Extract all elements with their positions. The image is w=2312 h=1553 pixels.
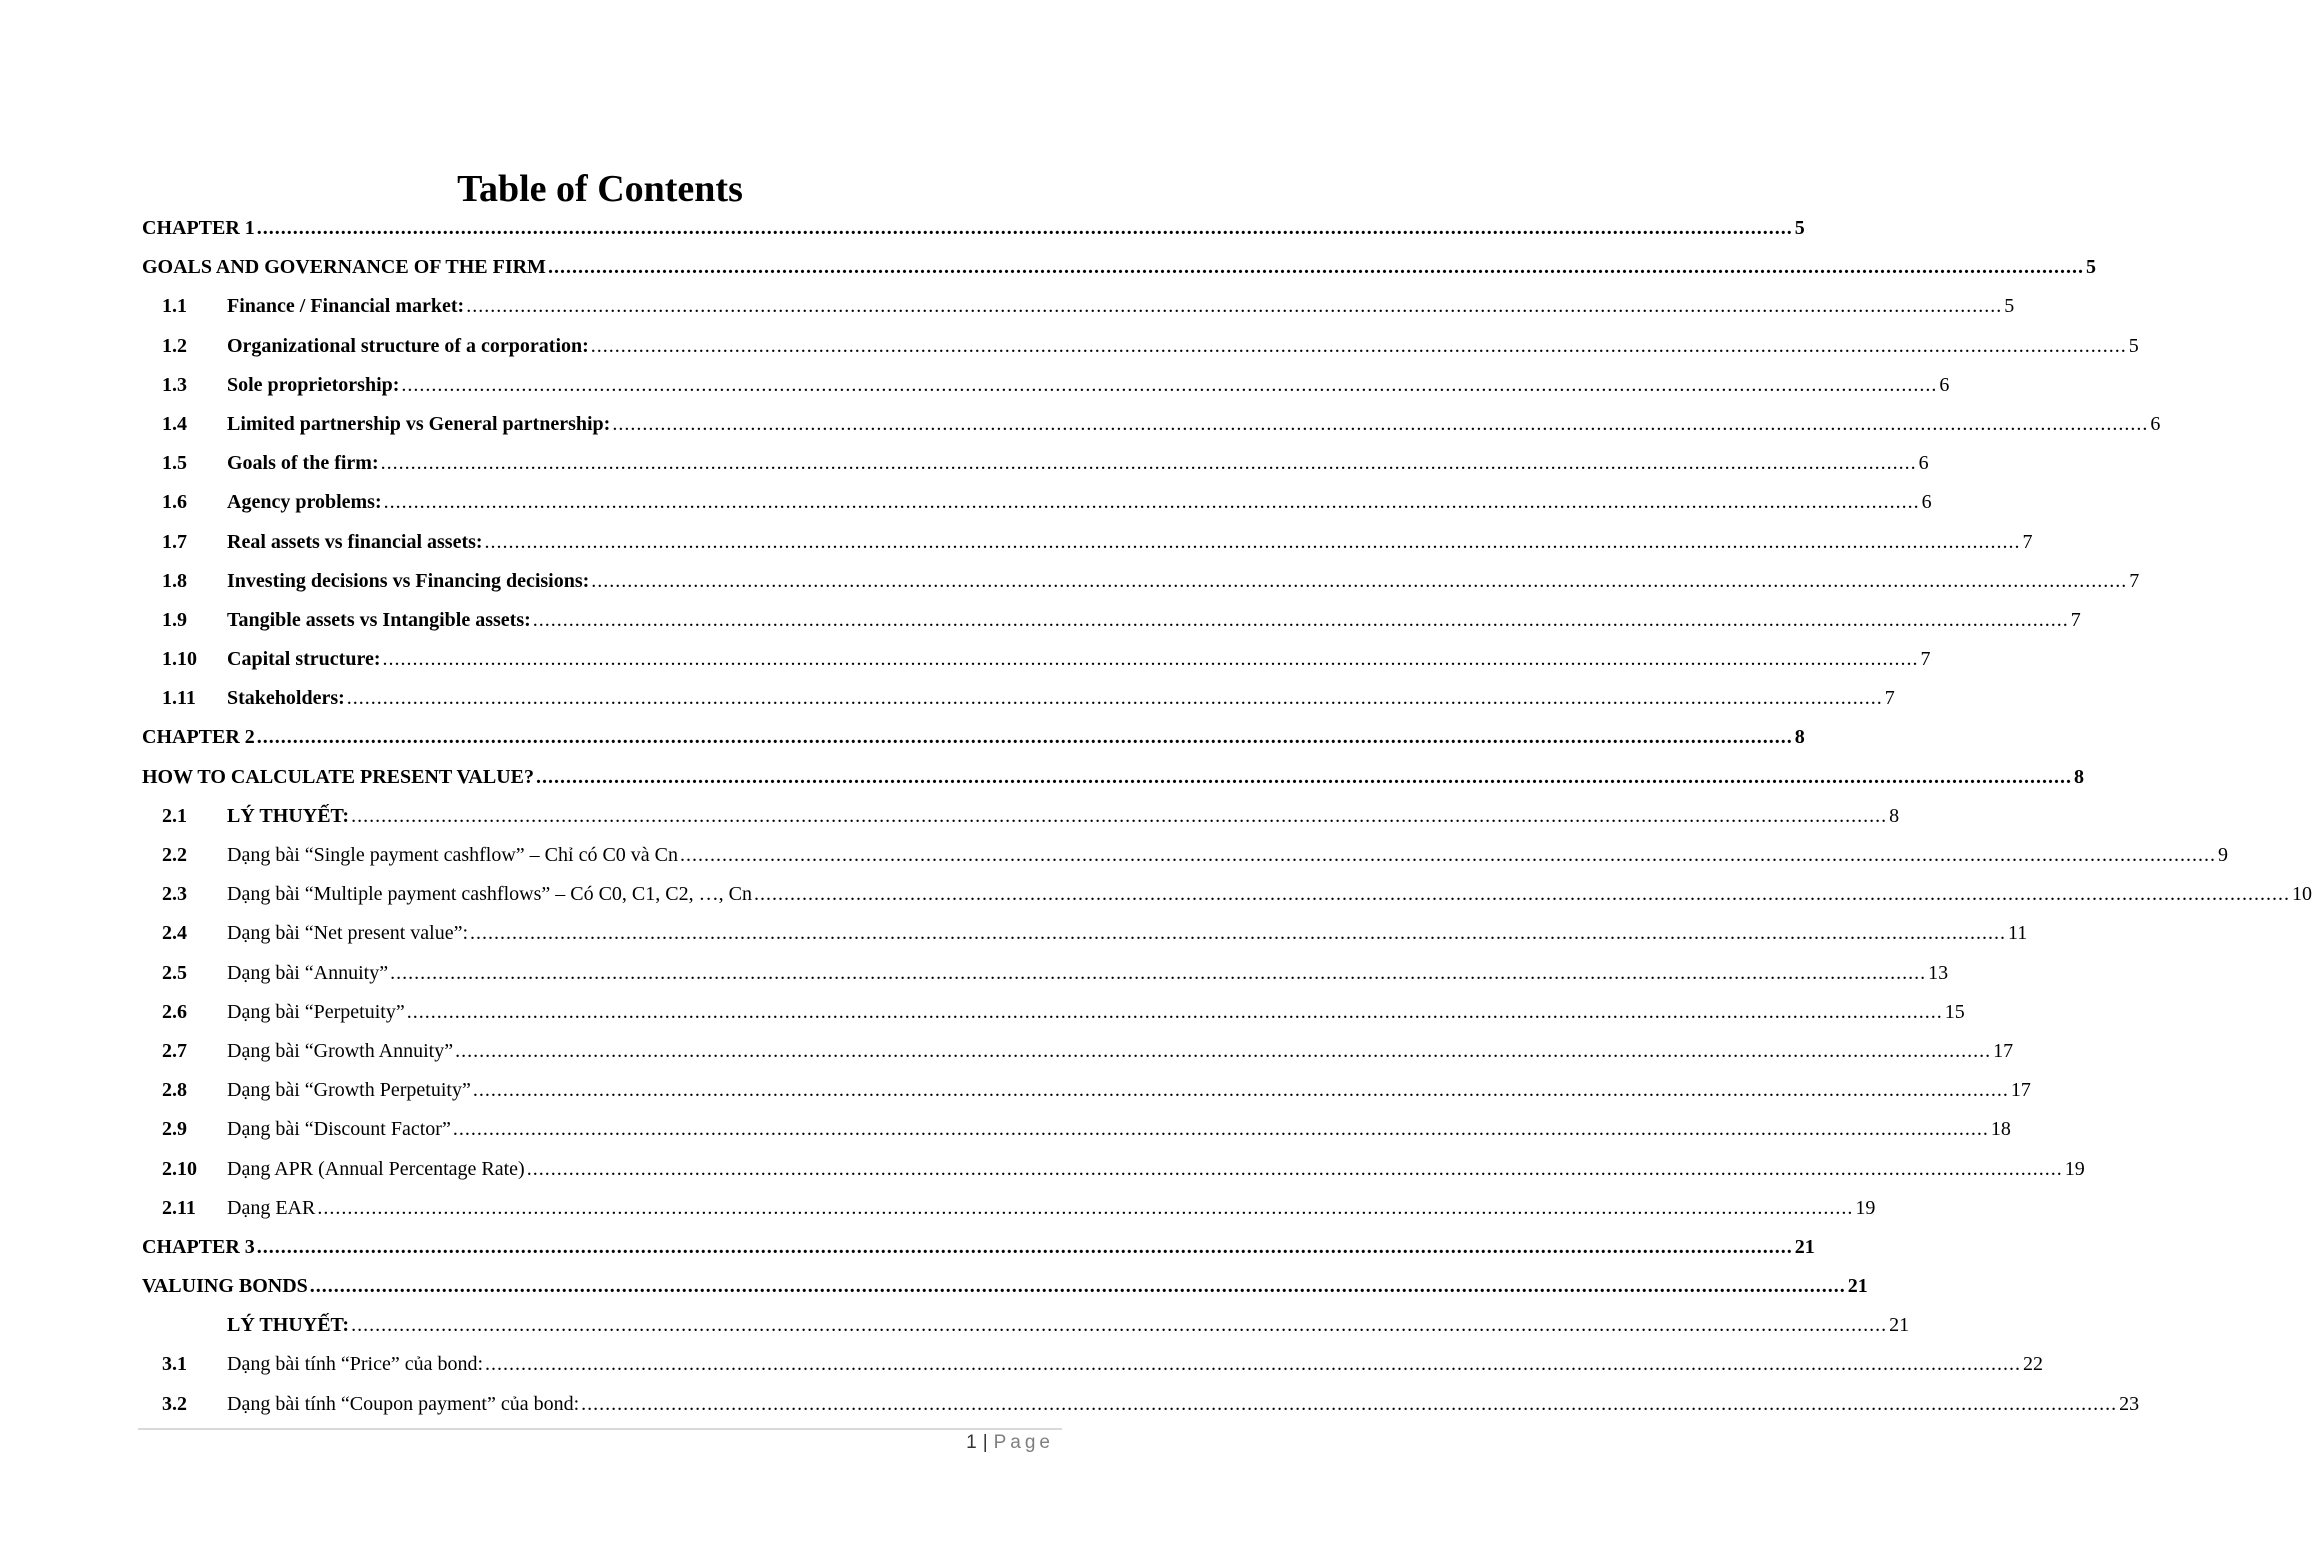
toc-entry-title: VALUING BONDS: [142, 1275, 308, 1298]
toc-dot-leader: [317, 1189, 1853, 1228]
toc-dot-leader: [473, 1071, 2009, 1110]
toc-section-entry[interactable]: [142, 1345, 2044, 1384]
toc-entry-number: 1.7: [162, 530, 187, 553]
toc-entry-page: 11: [2008, 922, 2028, 945]
toc-entry-number: 2.3: [162, 883, 187, 906]
toc-entry-page: 9: [2218, 844, 2229, 866]
toc-section-entry[interactable]: [142, 640, 1931, 679]
toc-entry-title: Investing decisions vs Financing decisions:: [227, 569, 590, 592]
toc-entry-title: Dạng bài “Discount Factor”: [227, 1118, 451, 1141]
toc-entry-title: Dạng bài “Annuity”: [227, 961, 389, 984]
toc-entry-page: 7: [2129, 569, 2140, 592]
toc-section-entry[interactable]: [142, 993, 1965, 1032]
toc-entry-title: Finance / Financial market:: [227, 295, 465, 318]
toc-dot-leader: [470, 914, 2006, 953]
toc-dot-leader: [581, 1385, 2117, 1424]
toc-entry-page: 19: [2064, 1157, 2085, 1180]
toc-entry-number: 1.2: [162, 334, 187, 357]
toc-section-entry[interactable]: [142, 444, 1929, 483]
toc-entry-number: 1.10: [162, 648, 197, 671]
footer-page-label: Page: [993, 1432, 1054, 1453]
toc-dot-leader: [754, 875, 2290, 914]
toc-entry-number: 2.6: [162, 1000, 187, 1023]
toc-entry-number: 1.11: [162, 687, 196, 710]
toc-entry-title: GOALS AND GOVERNANCE OF THE FIRM: [142, 256, 546, 279]
toc-section-entry[interactable]: [142, 1110, 2011, 1149]
toc-dot-leader: [401, 366, 1937, 405]
toc-dot-leader: [455, 1032, 1991, 1071]
toc-dot-leader: [591, 327, 2127, 366]
toc-entry-title: LÝ THUYẾT:: [227, 1314, 350, 1337]
toc-entry-title: Stakeholders:: [227, 687, 345, 710]
toc-dot-leader: [485, 523, 2021, 562]
toc-heading-entry[interactable]: [142, 1267, 1868, 1306]
toc-entry-page: 5: [2128, 334, 2139, 357]
toc-entry-title: LÝ THUYẾT:: [227, 804, 350, 827]
toc-section-entry[interactable]: [142, 836, 2229, 875]
toc-dot-leader: [680, 836, 2216, 875]
toc-entry-title: Dạng bài “Growth Annuity”: [227, 1039, 454, 1062]
toc-dot-leader: [591, 562, 2127, 601]
toc-entry-title: Dạng bài tính “Price” của bond:: [227, 1353, 484, 1376]
toc-entry-title: CHAPTER 2: [142, 726, 255, 749]
toc-section-entry[interactable]: [142, 287, 2015, 326]
toc-entry-title: Tangible assets vs Intangible assets:: [227, 608, 531, 631]
toc-entry-number: 2.5: [162, 961, 187, 984]
toc-section-entry[interactable]: [142, 1071, 2031, 1110]
toc-entry-page: 15: [1944, 1000, 1965, 1023]
toc-entry-page: 21: [1794, 1235, 1815, 1258]
toc-entry-number: 2.8: [162, 1079, 187, 1102]
toc-section-entry[interactable]: [142, 954, 1949, 993]
toc-entry-page: 6: [2150, 412, 2161, 435]
toc-section-entry[interactable]: [142, 366, 1950, 405]
toc-entry-number: 1.4: [162, 412, 187, 435]
toc-heading-entry[interactable]: [142, 1228, 1815, 1267]
toc-entry-page: 21: [1889, 1314, 1910, 1337]
toc-dot-leader: [407, 993, 1943, 1032]
toc-entry-page: 17: [2010, 1079, 2031, 1102]
toc-entry-page: 19: [1855, 1196, 1876, 1219]
toc-dot-leader: [257, 1228, 1793, 1267]
page-footer: [966, 1432, 1054, 1454]
footer-divider: [138, 1428, 1062, 1430]
toc-heading-entry[interactable]: [142, 758, 2084, 797]
toc-entry-title: Goals of the firm:: [227, 452, 379, 475]
toc-entry-page: 8: [1794, 726, 1805, 749]
table-of-contents: [142, 209, 2312, 1424]
toc-dot-leader: [257, 209, 1793, 248]
toc-dot-leader: [384, 483, 1920, 522]
toc-entry-title: Dạng bài “Growth Perpetuity”: [227, 1079, 471, 1102]
footer-page-number: 1: [966, 1432, 977, 1453]
toc-entry-number: 1.1: [162, 295, 187, 318]
toc-entry-title: Sole proprietorship:: [227, 373, 400, 396]
toc-dot-leader: [390, 954, 1926, 993]
toc-dot-leader: [548, 248, 2084, 287]
toc-dot-leader: [536, 758, 2072, 797]
toc-entry-number: 2.1: [162, 804, 187, 827]
toc-section-entry[interactable]: [142, 327, 2139, 366]
toc-section-entry[interactable]: [142, 914, 2028, 953]
toc-section-entry[interactable]: [142, 601, 2081, 640]
toc-section-entry[interactable]: [142, 1150, 2085, 1189]
toc-entry-title: Agency problems:: [227, 491, 382, 514]
toc-entry-title: Organizational structure of a corporation:: [227, 334, 589, 357]
toc-entry-title: Limited partnership vs General partnership:: [227, 412, 611, 435]
toc-entry-number: 1.8: [162, 569, 187, 592]
toc-dot-leader: [347, 679, 1883, 718]
toc-entry-number: 2.7: [162, 1039, 187, 1062]
toc-entry-page: 17: [1993, 1039, 2014, 1062]
toc-entry-page: 6: [1939, 373, 1950, 396]
footer-separator: |: [982, 1432, 988, 1453]
toc-entry-page: 21: [1847, 1275, 1868, 1298]
toc-entry-page: 7: [2070, 608, 2081, 631]
toc-section-entry[interactable]: [142, 1385, 2140, 1424]
toc-entry-page: 23: [2119, 1392, 2140, 1415]
toc-entry-title: CHAPTER 1: [142, 217, 255, 239]
toc-dot-leader: [453, 1110, 1989, 1149]
toc-entry-title: Dạng EAR: [227, 1196, 316, 1219]
toc-section-entry[interactable]: [142, 1306, 1910, 1345]
toc-heading-entry[interactable]: [142, 718, 1805, 757]
toc-entry-title: Dạng bài “Perpetuity”: [227, 1000, 405, 1023]
toc-entry-page: 5: [1794, 217, 1805, 239]
toc-dot-leader: [381, 444, 1917, 483]
toc-entry-title: Dạng bài “Net present value”:: [227, 922, 469, 945]
toc-dot-leader: [351, 1306, 1887, 1345]
toc-entry-number: 3.1: [162, 1353, 187, 1376]
toc-section-entry[interactable]: [142, 523, 2033, 562]
toc-entry-number: 2.2: [162, 844, 187, 866]
toc-entry-page: 18: [1990, 1118, 2011, 1141]
toc-entry-number: 2.11: [162, 1196, 196, 1219]
toc-entry-number: 2.9: [162, 1118, 187, 1141]
page-title: Table of Contents: [457, 168, 743, 210]
toc-entry-number: 2.10: [162, 1157, 197, 1180]
toc-entry-page: 10: [2291, 883, 2312, 906]
toc-dot-leader: [351, 797, 1887, 836]
toc-heading-entry[interactable]: [142, 209, 1805, 248]
toc-section-entry[interactable]: [142, 875, 2312, 914]
toc-section-entry[interactable]: [142, 679, 1895, 718]
toc-entry-page: 22: [2023, 1353, 2044, 1376]
toc-section-entry[interactable]: [142, 797, 1900, 836]
toc-section-entry[interactable]: [142, 1032, 2014, 1071]
toc-entry-title: Dạng APR (Annual Percentage Rate): [227, 1157, 525, 1180]
toc-section-entry[interactable]: [142, 562, 2140, 601]
toc-entry-title: Dạng bài “Multiple payment cashflows” – Có C0, C1, C2, …, Cn: [227, 883, 752, 906]
toc-dot-leader: [257, 718, 1793, 757]
toc-entry-page: 8: [1889, 804, 1900, 827]
toc-entry-title: Dạng bài “Single payment cashflow” – Chỉ có C0 và Cn: [227, 844, 679, 866]
toc-dot-leader: [383, 640, 1919, 679]
toc-entry-title: Real assets vs financial assets:: [227, 530, 483, 553]
toc-dot-leader: [485, 1345, 2021, 1384]
toc-dot-leader: [612, 405, 2148, 444]
toc-entry-number: 1.3: [162, 373, 187, 396]
toc-dot-leader: [310, 1267, 1846, 1306]
toc-entry-number: 2.4: [162, 922, 187, 945]
toc-entry-page: 6: [1921, 491, 1932, 514]
toc-entry-page: 5: [2085, 256, 2096, 279]
toc-entry-number: 3.2: [162, 1392, 187, 1415]
toc-section-entry[interactable]: [142, 405, 2161, 444]
toc-entry-title: HOW TO CALCULATE PRESENT VALUE?: [142, 765, 534, 788]
toc-entry-title: Dạng bài tính “Coupon payment” của bond:: [227, 1392, 580, 1415]
toc-dot-leader: [533, 601, 2069, 640]
toc-dot-leader: [527, 1150, 2063, 1189]
toc-entry-page: 7: [2022, 530, 2033, 553]
toc-entry-page: 7: [1920, 648, 1931, 671]
toc-entry-page: 13: [1928, 961, 1949, 984]
toc-entry-page: 5: [2004, 295, 2015, 318]
toc-entry-number: 1.6: [162, 491, 187, 514]
toc-section-entry[interactable]: [142, 483, 1932, 522]
toc-entry-page: 7: [1884, 687, 1895, 710]
toc-entry-page: 8: [2073, 765, 2084, 788]
toc-entry-title: Capital structure:: [227, 648, 381, 671]
toc-entry-number: 1.9: [162, 608, 187, 631]
toc-entry-page: 6: [1918, 452, 1929, 475]
toc-section-entry[interactable]: [142, 1189, 1876, 1228]
toc-entry-title: CHAPTER 3: [142, 1235, 255, 1258]
toc-entry-number: 1.5: [162, 452, 187, 475]
toc-heading-entry[interactable]: [142, 248, 2096, 287]
toc-dot-leader: [466, 287, 2002, 326]
